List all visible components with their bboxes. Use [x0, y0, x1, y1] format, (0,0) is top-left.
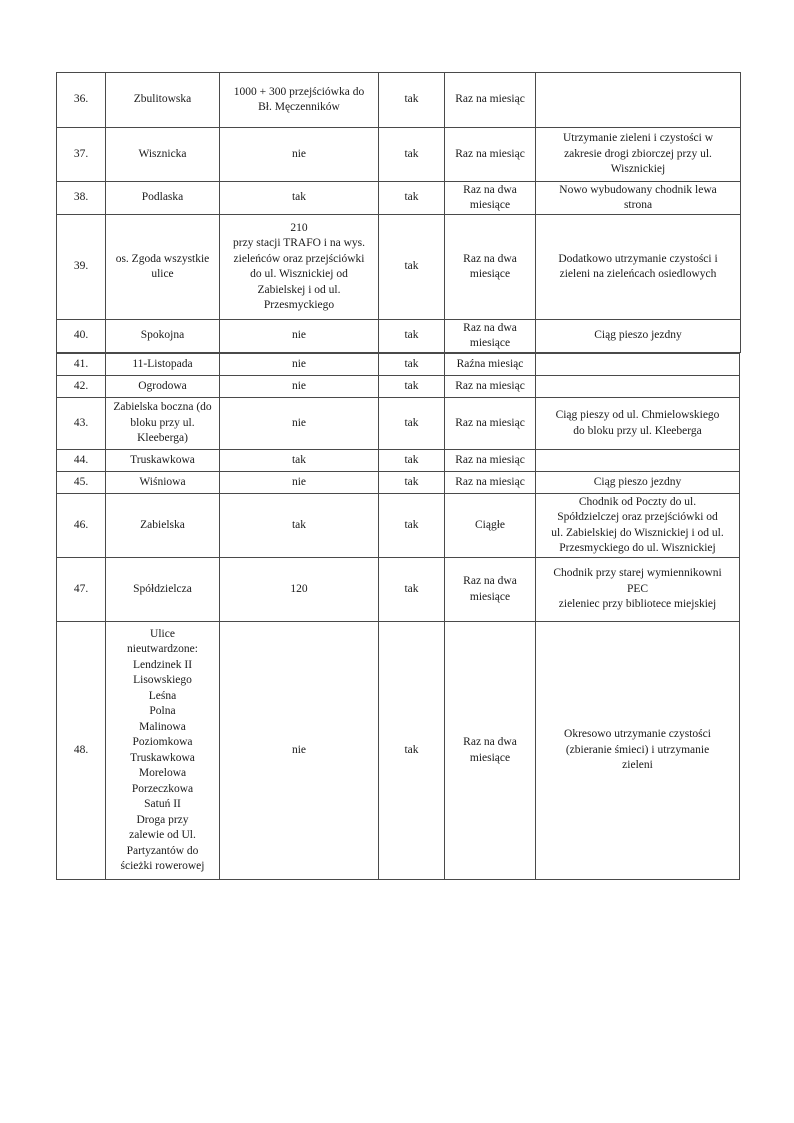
cleaning-frequency-line: Raz na miesiąc [455, 453, 525, 466]
cleaning-flag-cell [379, 622, 445, 880]
sidewalk-length-cell [220, 494, 379, 558]
street-name-line: Ogrodowa [138, 379, 187, 392]
notes-line: zieleniec przy bibliotece miejskiej [558, 598, 717, 611]
cleaning-flag-cell [379, 472, 445, 494]
street-name-line: Polna [149, 705, 176, 717]
sidewalk-length-line: Zabielskej i od ul. [257, 283, 341, 296]
table-row [57, 215, 741, 320]
cleaning-frequency-cell [445, 128, 536, 182]
row-number-cell [57, 622, 106, 880]
street-name-cell [106, 128, 220, 182]
sidewalk-length-line: nie [291, 357, 307, 370]
sidewalk-length-line: tak [291, 518, 307, 531]
sidewalk-length-cell [220, 320, 379, 353]
table-row [57, 558, 740, 622]
sidewalk-length-cell [220, 73, 379, 128]
street-name-line: Droga przy [136, 813, 189, 826]
row-number-cell [57, 472, 106, 494]
notes-cell [536, 376, 740, 398]
cleaning-frequency-line: miesiące [469, 337, 511, 349]
cleaning-frequency-line: Raz na dwa [463, 575, 517, 587]
street-name-cell [106, 494, 220, 558]
sidewalk-length-cell [220, 128, 379, 182]
street-name-cell [106, 354, 220, 376]
notes-line: zieleni na zieleńcach osiedlowych [559, 268, 717, 280]
notes-line: Przesmyckiego do ul. Wisznickiej [559, 542, 716, 554]
cleaning-frequency-line: Raz na dwa [463, 183, 517, 196]
cleaning-flag: tak [404, 260, 419, 273]
cleaning-flag-cell [379, 494, 445, 558]
sidewalk-length-line: nie [291, 147, 307, 160]
notes-line: Dodatkowo utrzymanie czystości i [558, 252, 718, 265]
notes-line: Utrzymanie zieleni i czystości w [562, 132, 714, 145]
row-number: 44. [73, 453, 89, 466]
street-name-cell [106, 472, 220, 494]
sidewalk-length-line: nie [291, 475, 307, 488]
cleaning-flag: tak [404, 743, 419, 756]
street-name-line: Lisowskiego [133, 674, 192, 686]
cleaning-flag: tak [404, 357, 419, 370]
row-number: 46. [73, 518, 89, 531]
street-name-cell [106, 450, 220, 472]
cleaning-flag-cell [379, 558, 445, 622]
sidewalk-length-line: nie [291, 329, 307, 342]
street-name-line: Satuń II [144, 798, 181, 810]
notes-cell [536, 450, 740, 472]
row-number: 45. [73, 475, 89, 488]
cleaning-flag: tak [404, 475, 419, 488]
street-name-line: bloku przy ul. [130, 416, 195, 429]
cleaning-frequency-line: miesiące [469, 268, 511, 280]
row-number: 37. [73, 147, 89, 160]
table-row [57, 73, 741, 128]
notes-cell [536, 558, 740, 622]
notes-cell [536, 182, 741, 215]
cleaning-flag: tak [404, 329, 419, 342]
row-number-cell [57, 558, 106, 622]
street-name-line: Zabielska [140, 518, 185, 531]
sidewalk-length-cell [220, 376, 379, 398]
notes-cell [536, 320, 741, 353]
cleaning-flag-cell [379, 182, 445, 215]
cleaning-frequency-cell [445, 215, 536, 320]
cleaning-frequency-line: Raz na miesiąc [455, 147, 525, 160]
street-name-line: Lendzinek II [132, 658, 193, 671]
notes-line: zieleni [622, 759, 653, 772]
notes-line: do bloku przy ul. Kleeberga [573, 424, 702, 437]
street-name-line: Poziomkowa [132, 736, 193, 748]
sidewalk-length-cell [220, 398, 379, 450]
street-name-line: Porzeczkowa [131, 782, 194, 795]
row-number-cell [57, 320, 106, 353]
notes-line: PEC [626, 582, 649, 595]
row-number: 48. [73, 743, 89, 756]
cleaning-flag: tak [404, 379, 419, 392]
sidewalk-length-line: nie [291, 743, 307, 756]
sidewalk-length-line: 210 [290, 221, 308, 234]
notes-line: Ciąg pieszo jezdny [594, 329, 682, 342]
street-name-line: zalewie od Ul. [129, 829, 196, 841]
street-name-line: Ulice [150, 627, 175, 640]
sidewalk-length-line: przy stacji TRAFO i na wys. [232, 237, 366, 249]
street-name-line: Leśna [148, 689, 177, 702]
street-name-line: Wiśniowa [139, 475, 186, 488]
sidewalk-length-line: Bł. Męczenników [258, 101, 340, 113]
notes-cell [536, 128, 741, 182]
cleaning-frequency-cell [445, 73, 536, 128]
cleaning-frequency-line: Raz na miesiąc [455, 379, 525, 392]
street-name-line: ścieżki rowerowej [120, 860, 205, 872]
street-name-cell [106, 376, 220, 398]
table-row [57, 472, 740, 494]
street-name-cell [106, 215, 220, 320]
row-number-cell [57, 376, 106, 398]
cleaning-frequency-line: Raz na miesiąc [455, 475, 525, 488]
street-name-line: Morelowa [138, 767, 187, 779]
notes-line: ul. Zabielskiej do Wisznickiej i od ul. [551, 526, 724, 539]
row-number-cell [57, 354, 106, 376]
notes-cell [536, 622, 740, 880]
row-number: 39. [73, 260, 89, 273]
row-number: 43. [73, 416, 89, 429]
sidewalk-length-cell [220, 472, 379, 494]
table-row [57, 320, 741, 353]
cleaning-frequency-line: miesiące [469, 590, 511, 603]
cleaning-flag: tak [404, 518, 419, 531]
street-name-cell [106, 558, 220, 622]
table-row [57, 450, 740, 472]
cleaning-frequency-cell [445, 622, 536, 880]
notes-line: strona [623, 199, 653, 211]
row-number: 41. [73, 357, 89, 370]
row-number-cell [57, 450, 106, 472]
notes-cell [536, 398, 740, 450]
notes-cell [536, 472, 740, 494]
notes-line: Ciąg pieszo jezdny [593, 475, 682, 488]
notes-cell [536, 73, 741, 128]
cleaning-frequency-line: miesiące [469, 199, 511, 211]
cleaning-flag-cell [379, 376, 445, 398]
row-number-cell [57, 73, 106, 128]
sidewalk-length-cell [220, 558, 379, 622]
street-name-line: Truskawkowa [130, 453, 195, 466]
cleaning-flag-cell [379, 320, 445, 353]
cleaning-flag: tak [404, 582, 419, 595]
cleaning-flag: tak [404, 191, 419, 204]
cleaning-frequency-line: Ciągłe [474, 518, 506, 531]
streets-table-bottom [56, 353, 740, 880]
street-name-line: Truskawkowa [130, 751, 195, 764]
table-row [57, 182, 741, 215]
sidewalk-length-cell [220, 354, 379, 376]
street-name-line: Malinowa [139, 720, 186, 733]
table-row [57, 622, 740, 880]
notes-line: Chodnik przy starej wymiennikowni [553, 567, 722, 580]
street-name-line: Kleeberga) [137, 432, 188, 445]
cleaning-frequency-line: Raz na dwa [463, 252, 517, 265]
sidewalk-length-cell [220, 622, 379, 880]
sidewalk-length-line: 120 [290, 582, 308, 595]
row-number-cell [57, 494, 106, 558]
cleaning-frequency-cell [445, 472, 536, 494]
street-name-line: Partyzantów do [126, 844, 199, 857]
cleaning-frequency-line: Raz na miesiąc [455, 416, 525, 429]
street-name-cell [106, 398, 220, 450]
table-row [57, 354, 740, 376]
notes-line: zakresie drogi zbiorczej przy ul. [564, 147, 712, 160]
cleaning-flag: tak [404, 93, 419, 106]
row-number-cell [57, 182, 106, 215]
cleaning-flag-cell [379, 73, 445, 128]
sidewalk-length-line: do ul. Wisznickiej od [250, 268, 348, 280]
cleaning-frequency-line: Raz na dwa [463, 321, 517, 334]
notes-cell [536, 494, 740, 558]
street-name-cell [106, 73, 220, 128]
cleaning-frequency-cell [445, 558, 536, 622]
table-row [57, 128, 741, 182]
row-number: 38. [73, 191, 89, 204]
row-number: 40. [73, 329, 89, 342]
row-number: 42. [73, 379, 89, 392]
street-name-line: nieutwardzone: [127, 643, 198, 655]
row-number-cell [57, 215, 106, 320]
cleaning-frequency-cell [445, 494, 536, 558]
cleaning-flag: tak [404, 453, 419, 466]
notes-line: Spółdzielczej oraz przejściówki od [557, 511, 718, 523]
cleaning-flag-cell [379, 215, 445, 320]
notes-line: Nowo wybudowany chodnik lewa [559, 183, 717, 196]
row-number: 36. [73, 93, 89, 106]
sidewalk-length-line: Przesmyckiego [263, 299, 335, 311]
cleaning-flag: tak [404, 147, 419, 160]
sidewalk-length-cell [220, 450, 379, 472]
street-name-line: Zabielska boczna (do [113, 401, 212, 414]
street-name-cell [106, 182, 220, 215]
sidewalk-length-line: nie [291, 416, 307, 429]
sidewalk-length-line: nie [291, 379, 307, 392]
street-name-line: Spółdzielcza [133, 582, 192, 595]
street-name-line: Spokojna [140, 329, 185, 342]
cleaning-frequency-line: miesiące [469, 751, 511, 764]
cleaning-frequency-line: Raz na dwa [463, 736, 517, 748]
cleaning-frequency-cell [445, 320, 536, 353]
table-row [57, 494, 740, 558]
cleaning-frequency-cell [445, 354, 536, 376]
streets-table-top [56, 72, 741, 353]
street-name-line: Wisznicka [138, 147, 187, 160]
street-name-cell [106, 622, 220, 880]
street-name-line: ulice [151, 268, 174, 280]
cleaning-frequency-line: Raz na miesiąc [455, 93, 525, 106]
cleaning-flag-cell [379, 398, 445, 450]
cleaning-frequency-cell [445, 182, 536, 215]
table-row [57, 376, 740, 398]
cleaning-flag-cell [379, 128, 445, 182]
cleaning-frequency-line: Raźna miesiąc [456, 357, 524, 370]
cleaning-frequency-cell [445, 398, 536, 450]
cleaning-frequency-cell [445, 376, 536, 398]
sidewalk-length-cell [220, 182, 379, 215]
row-number-cell [57, 128, 106, 182]
cleaning-flag: tak [404, 416, 419, 429]
sidewalk-length-line: tak [291, 453, 307, 466]
sidewalk-length-cell [220, 215, 379, 320]
sidewalk-length-line: 1000 + 300 przejściówka do [233, 85, 365, 98]
street-name-cell [106, 320, 220, 353]
sidewalk-length-line: zieleńców oraz przejściówki [233, 252, 365, 265]
street-name-line: Zbulitowska [133, 93, 192, 106]
row-number-cell [57, 398, 106, 450]
street-name-line: os. Zgoda wszystkie [115, 252, 210, 265]
cleaning-flag-cell [379, 450, 445, 472]
cleaning-frequency-cell [445, 450, 536, 472]
notes-cell [536, 215, 741, 320]
row-number: 47. [73, 582, 89, 595]
street-name-line: 11-Listopada [132, 357, 193, 370]
street-name-line: Podlaska [141, 191, 184, 204]
notes-cell [536, 354, 740, 376]
notes-line: Chodnik od Poczty do ul. [578, 495, 697, 508]
cleaning-flag-cell [379, 354, 445, 376]
notes-line: Okresowo utrzymanie czystości [564, 728, 711, 741]
notes-line: (zbieranie śmieci) i utrzymanie [565, 743, 710, 756]
notes-line: Wisznickiej [610, 163, 666, 176]
sidewalk-length-line: tak [291, 191, 307, 204]
notes-line: Ciąg pieszy od ul. Chmielowskiego [555, 409, 720, 421]
table-row [57, 398, 740, 450]
